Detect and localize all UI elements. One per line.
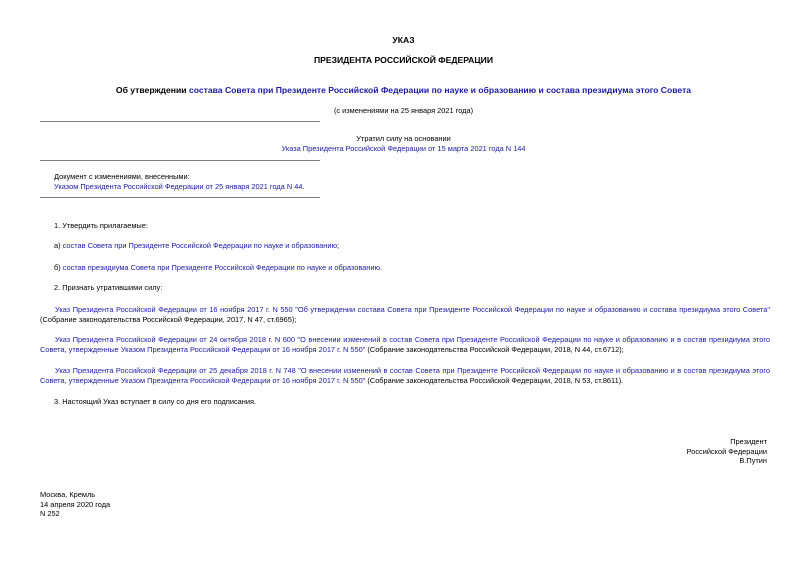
item-1b-link[interactable]: состав президиума Совета при Президенте Российской Федерации по науке и образованию (62, 263, 381, 272)
repeal-paragraph-2 (40, 335, 770, 354)
document-title (0, 86, 807, 96)
changes-link[interactable]: Указом Президента Российской Федерации от 25 января 2021 года N 44 (54, 182, 303, 191)
issuer-heading: ПРЕЗИДЕНТА РОССИЙСКОЙ ФЕДЕРАЦИИ (313, 55, 494, 65)
status-link[interactable]: Указа Президента Российской Федерации от 15 марта 2021 года N 144 (281, 144, 526, 153)
issue-number: N 252 (40, 509, 60, 519)
repeal-link-2[interactable]: Указ Президента Российской Федерации от 24 октября 2018 г. N 600 "О внесении изменений в состав Совета при Президенте Российской Федерации по науке и образованию и в состав президиума этого Совета, утвержденные Указом Президента Российской Федерации от 16 ноября 2017 г. N 550" (40, 335, 770, 354)
divider (40, 121, 320, 122)
divider (40, 160, 320, 161)
repeal-paragraph-3 (40, 366, 770, 385)
repeal-link-3[interactable]: Указ Президента Российской Федерации от 25 декабря 2018 г. N 748 "О внесении изменений в состав Совета при Президенте Российской Федерации по науке и образованию и в состав президиума этого Совета, утвержденные Указом Президента Российской Федерации от 16 ноября 2017 г. N 550" (40, 366, 770, 385)
changes-link-suffix: . (302, 182, 305, 191)
item-1: 1. Утвердить прилагаемые: (54, 221, 148, 230)
divider (40, 197, 320, 198)
item-3: 3. Настоящий Указ вступает в силу со дня его подписания. (54, 397, 257, 406)
item-1a-prefix: а) (54, 241, 63, 250)
signature-name: В.Путин (739, 456, 767, 466)
item-1a-suffix: ; (337, 241, 340, 250)
repeal-link-1[interactable]: Указ Президента Российской Федерации от 16 ноября 2017 г. N 550 "Об утверждении состава Совета при Президенте Российской Федерации по науке и образованию и состава президиума этого Совета" (55, 305, 770, 314)
title-link[interactable]: состава Совета при Президенте Российской Федерации по науке и образованию и состава президиума этого Совета (188, 85, 692, 95)
repeal-source-2: (Собрание законодательства Российской Федерации, 2018, N 44, ст.6712); (365, 344, 624, 354)
signature-country: Российской Федерации (686, 446, 767, 456)
title-prefix: Об утверждении (115, 85, 189, 95)
issue-details (40, 490, 110, 519)
signature-block (567, 437, 767, 466)
changes-label: Документ с изменениями, внесенными: (54, 172, 190, 181)
item-1b (54, 263, 382, 273)
item-1a-link[interactable]: состав Совета при Президенте Российской Федерации по науке и образованию (62, 241, 338, 250)
item-1b-prefix: б) (54, 263, 63, 272)
revision-note: (с изменениями на 25 января 2021 года) (333, 106, 474, 115)
issue-date: 14 апреля 2020 года (40, 499, 111, 509)
changes-line (54, 182, 305, 192)
signature-title: Президент (730, 437, 767, 446)
item-1a (54, 241, 339, 251)
issue-place: Москва, Кремль (40, 490, 96, 499)
repeal-source-1: (Собрание законодательства Российской Федерации, 2017, N 47, ст.6965); (40, 314, 297, 324)
repeal-paragraph-1 (40, 305, 770, 324)
status-label: Утратил силу на основании (356, 134, 451, 143)
item-2: 2. Признать утратившими силу: (54, 283, 163, 292)
item-1b-suffix: . (380, 263, 383, 272)
doc-type-heading: УКАЗ (392, 35, 415, 45)
repeal-source-3: (Собрание законодательства Российской Федерации, 2018, N 53, ст.8611). (365, 375, 624, 385)
